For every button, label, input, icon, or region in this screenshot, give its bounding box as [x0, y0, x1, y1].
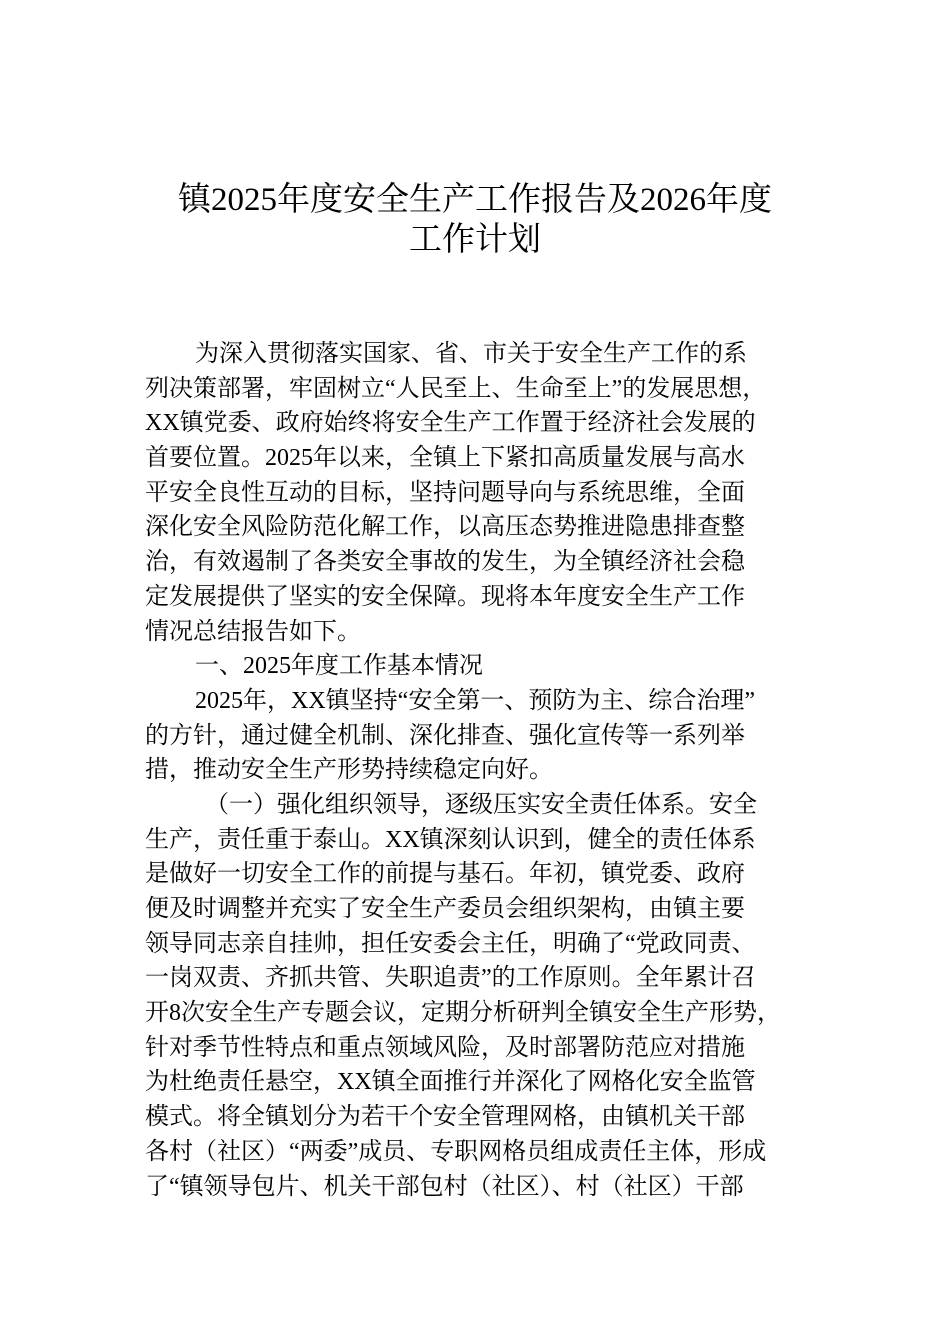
- text-line: 2025年，XX镇坚持“安全第一、预防为主、综合治理”: [195, 687, 755, 714]
- text-line: 列决策部署，牢固树立“人民至上、生命至上”的发展思想，: [145, 375, 767, 402]
- text-line: 针对季节性特点和重点领域风险，及时部署防范应对措施: [145, 1034, 745, 1061]
- text-line: 治，有效遏制了各类安全事故的发生，为全镇经济社会稳: [145, 549, 745, 576]
- text-line: 模式。将全镇划分为若干个安全管理网格，由镇机关干部: [145, 1104, 745, 1131]
- text-line: 了“镇领导包片、机关干部包村（社区）、村（社区）干部: [145, 1173, 744, 1200]
- text-line: 情况总结报告如下。: [145, 618, 361, 645]
- text-line: 领导同志亲自挂帅，担任安委会主任，明确了“党政同责、: [145, 930, 756, 957]
- text-line: 定发展提供了坚实的安全保障。现将本年度安全生产工作: [145, 583, 745, 610]
- text-line: 便及时调整并充实了安全生产委员会组织架构，由镇主要: [145, 896, 745, 922]
- paragraph: [145, 684, 835, 788]
- text-line: 平安全良性互动的目标，坚持问题导向与系统思维，全面: [145, 479, 745, 506]
- document-body: [145, 337, 835, 1204]
- document-title-line-1: 镇2025年度安全生产工作报告及2026年度: [178, 182, 772, 218]
- paragraph: [145, 788, 835, 1204]
- document-title-line-2: 工作计划: [409, 222, 541, 258]
- text-line: 是做好一切安全工作的前提与基石。年初，镇党委、政府: [145, 861, 745, 888]
- text-line: （一）强化组织领导，逐级压实安全责任体系。安全: [205, 791, 757, 818]
- paragraph: [145, 337, 835, 649]
- text-line: 的方针，通过健全机制、深化排查、强化宣传等一系列举: [145, 722, 745, 749]
- text-line: 生产，责任重于泰山。XX镇深刻认识到，健全的责任体系: [145, 826, 756, 853]
- text-line: 首要位置。2025年以来，全镇上下紧扣高质量发展与高水: [145, 445, 745, 472]
- text-line: 一、2025年度工作基本情况: [195, 653, 483, 680]
- text-line: 深化安全风险防范化解工作，以高压态势推进隐患排查整: [145, 514, 745, 541]
- text-line: 措，推动安全生产形势持续稳定向好。: [145, 757, 553, 784]
- section-heading: [145, 649, 835, 684]
- text-line: 为杜绝责任悬空，XX镇全面推行并深化了网格化安全监管: [145, 1069, 756, 1096]
- text-line: 为深入贯彻落实国家、省、市关于安全生产工作的系: [195, 341, 747, 367]
- text-line: 一岗双责、齐抓共管、失职追责”的工作原则。全年累计召: [145, 965, 756, 992]
- text-line: 各村（社区）“两委”成员、专职网格员组成责任主体，形成: [145, 1138, 767, 1165]
- text-line: 开8次安全生产专题会议，定期分析研判全镇安全生产形势，: [145, 1000, 781, 1027]
- text-line: XX镇党委、政府始终将安全生产工作置于经济社会发展的: [145, 410, 756, 437]
